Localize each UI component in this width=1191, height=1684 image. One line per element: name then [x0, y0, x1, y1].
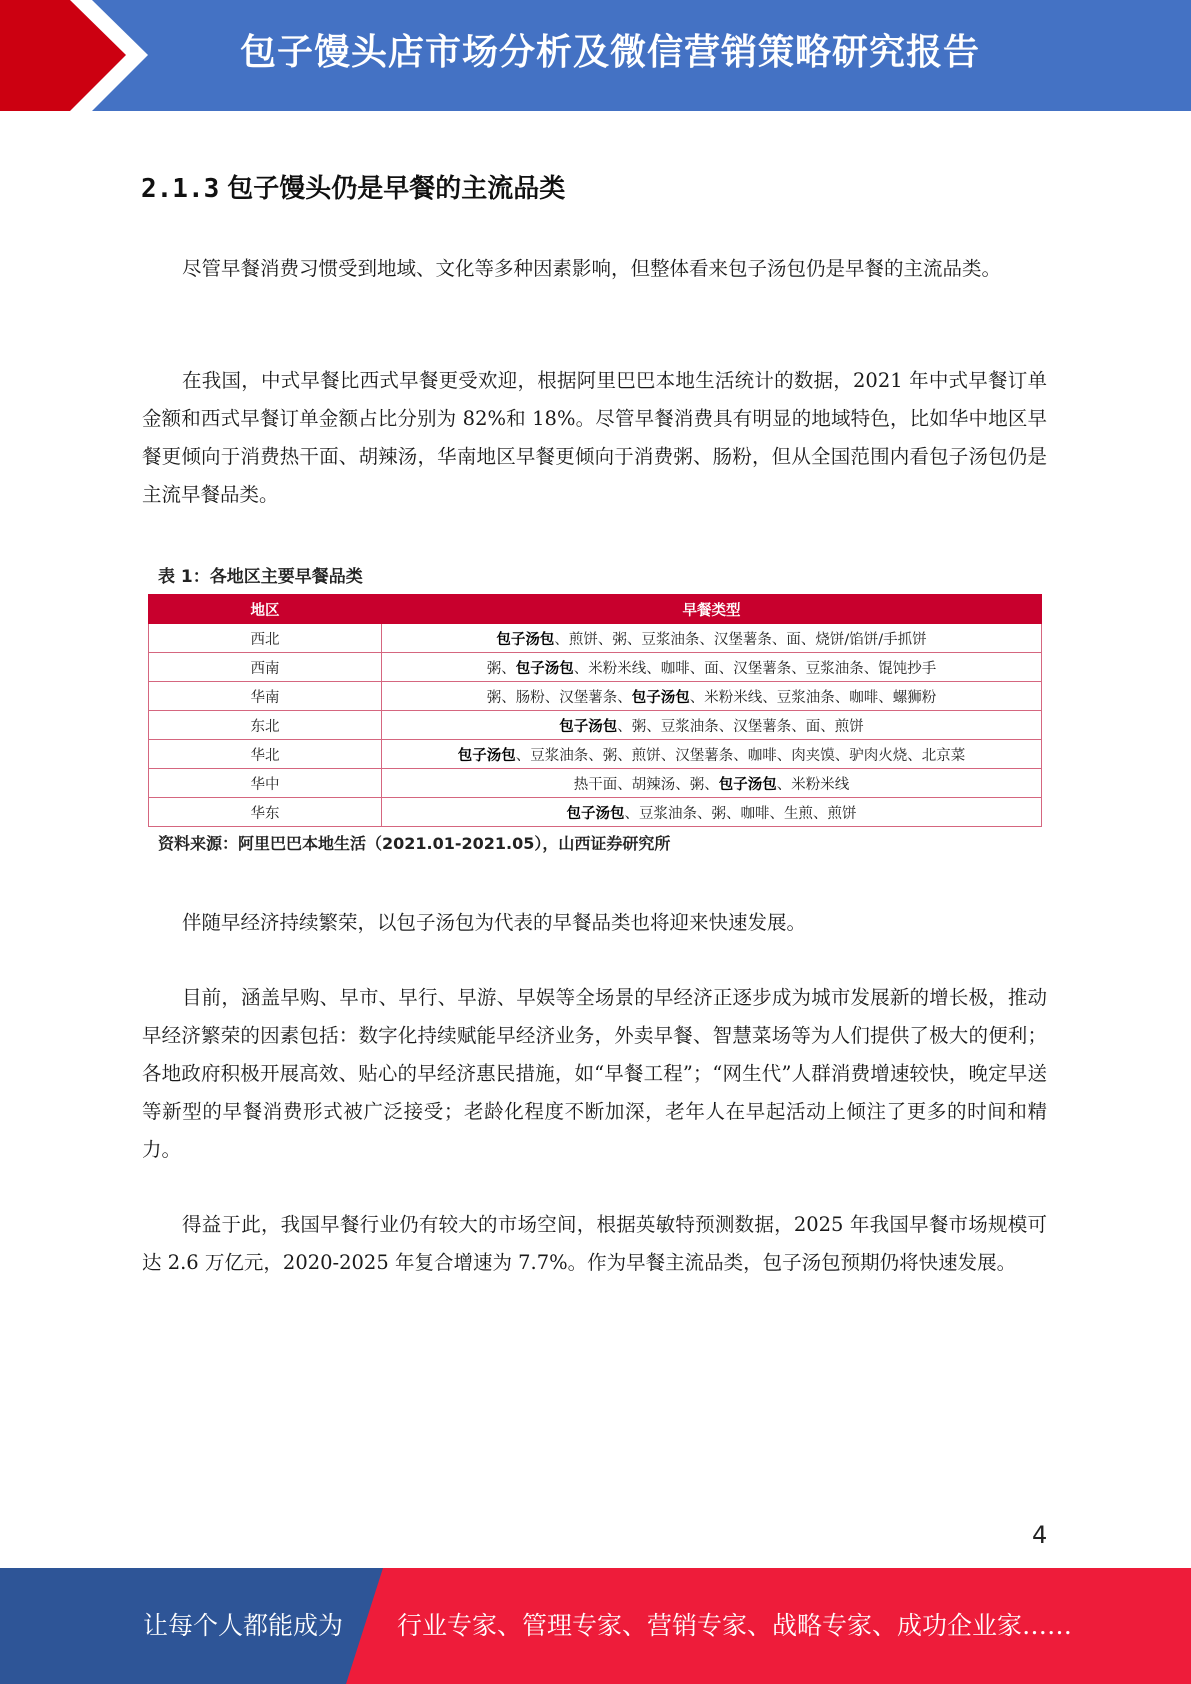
section-heading — [141, 168, 565, 205]
paragraph-4: 目前，涵盖早购、早市、早行、早游、早娱等全场景的早经济正逐步成为城市发展新的增长极，推动早经济繁荣的因素包括：数字化持续赋能早经济业务，外卖早餐、智慧菜场等为人们提供了极大的便利；各地政府积极开展高效、贴心的早经济惠民措施，如“早餐工程”；“网生代”人群消费增速较快，晚定早送等新型的早餐消费形式被广泛接受；老龄化程度不断加深，老年人在早起活动上倾注了更多的时间和精力。 — [142, 986, 1047, 1161]
table-header-type: 早餐类型 — [382, 595, 1042, 624]
cell-text-after: 、豆浆油条、粥、咖啡、生煎、煎饼 — [624, 805, 857, 822]
paragraph-1: 尽管早餐消费习惯受到地域、文化等多种因素影响，但整体看来包子汤包仍是早餐的主流品类。 — [182, 257, 1002, 280]
table-cell-types — [382, 798, 1042, 827]
table-cell-region: 西南 — [149, 653, 382, 682]
cell-text-before: 热干面、胡辣汤、粥、 — [573, 776, 719, 793]
table-cell-region: 东北 — [149, 711, 382, 740]
paragraph-2: 在我国，中式早餐比西式早餐更受欢迎，根据阿里巴巴本地生活统计的数据，2021 年中式早餐订单金额和西式早餐订单金额占比分别为 82%和 18%。尽管早餐消费具有明显的地域特色，比如华中地区早餐更倾向于消费热干面、胡辣汤，华南地区早餐更倾向于消费粥、肠粉，但从全国范围内看包子汤包仍是主流早餐品类。 — [142, 369, 1047, 506]
table-cell-region: 华中 — [149, 769, 382, 798]
table-cell-region: 西北 — [149, 624, 382, 653]
section-number: 2.1.3 — [141, 174, 220, 204]
paragraph-5: 得益于此，我国早餐行业仍有较大的市场空间，根据英敏特预测数据，2025 年我国早餐市场规模可达 2.6 万亿元，2020-2025 年复合增速为 7.7%。作为早餐主流品类，包子汤包预期仍将快速发展。 — [142, 1213, 1047, 1274]
cell-text-before: 粥、肠粉、汉堡薯条、 — [486, 689, 632, 706]
table-cell-types — [382, 740, 1042, 769]
page-footer — [0, 1568, 1191, 1684]
table-caption: 表 1：各地区主要早餐品类 — [158, 567, 363, 587]
cell-text-after: 、煎饼、粥、豆浆油条、汉堡薯条、面、烧饼/馅饼/手抓饼 — [554, 631, 927, 648]
table-cell-region: 华东 — [149, 798, 382, 827]
table-row — [149, 711, 1042, 740]
cell-text-after: 、粥、豆浆油条、汉堡薯条、面、煎饼 — [617, 718, 864, 735]
cell-text-after: 、米粉米线 — [776, 776, 850, 793]
page-header — [0, 0, 1191, 111]
table-source-note: 资料来源：阿里巴巴本地生活（2021.01-2021.05），山西证券研究所 — [158, 834, 671, 853]
cell-text-bold: 包子汤包 — [496, 631, 555, 648]
table-cell-types — [382, 711, 1042, 740]
table-row — [149, 798, 1042, 827]
cell-text-bold: 包子汤包 — [566, 805, 625, 822]
table-row — [149, 682, 1042, 711]
footer-slogan-right: 行业专家、管理专家、营销专家、战略专家、成功企业家…… — [397, 1611, 1073, 1640]
header-title: 包子馒头店市场分析及微信营销策略研究报告 — [240, 32, 981, 73]
table-cell-types — [382, 682, 1042, 711]
table-cell-types — [382, 653, 1042, 682]
table-cell-region: 华北 — [149, 740, 382, 769]
table-header-row — [149, 595, 1042, 624]
cell-text-after: 、豆浆油条、粥、煎饼、汉堡薯条、咖啡、肉夹馍、驴肉火烧、北京菜 — [515, 747, 966, 764]
cell-text-bold: 包子汤包 — [457, 747, 516, 764]
table-row — [149, 653, 1042, 682]
header-arrow-decoration — [0, 0, 160, 111]
table-cell-types — [382, 624, 1042, 653]
table-row — [149, 624, 1042, 653]
cell-text-bold: 包子汤包 — [559, 718, 618, 735]
footer-slogan-left: 让每个人都能成为 — [143, 1611, 344, 1640]
cell-text-bold: 包子汤包 — [515, 660, 574, 677]
cell-text-after: 、米粉米线、豆浆油条、咖啡、螺狮粉 — [689, 689, 937, 706]
cell-text-before: 粥、 — [486, 660, 516, 677]
table-row — [149, 769, 1042, 798]
paragraph-3: 伴随早经济持续繁荣，以包子汤包为代表的早餐品类也将迎来快速发展。 — [182, 911, 807, 934]
page-number: 4 — [1032, 1521, 1048, 1549]
section-title-text: 包子馒头仍是早餐的主流品类 — [227, 174, 566, 204]
cell-text-bold: 包子汤包 — [631, 689, 690, 706]
table-row — [149, 740, 1042, 769]
table-cell-region: 华南 — [149, 682, 382, 711]
breakfast-region-table — [148, 594, 1042, 827]
table-header-region: 地区 — [149, 595, 382, 624]
cell-text-after: 、米粉米线、咖啡、面、汉堡薯条、豆浆油条、馄饨抄手 — [573, 660, 937, 677]
table-cell-types — [382, 769, 1042, 798]
cell-text-bold: 包子汤包 — [718, 776, 777, 793]
